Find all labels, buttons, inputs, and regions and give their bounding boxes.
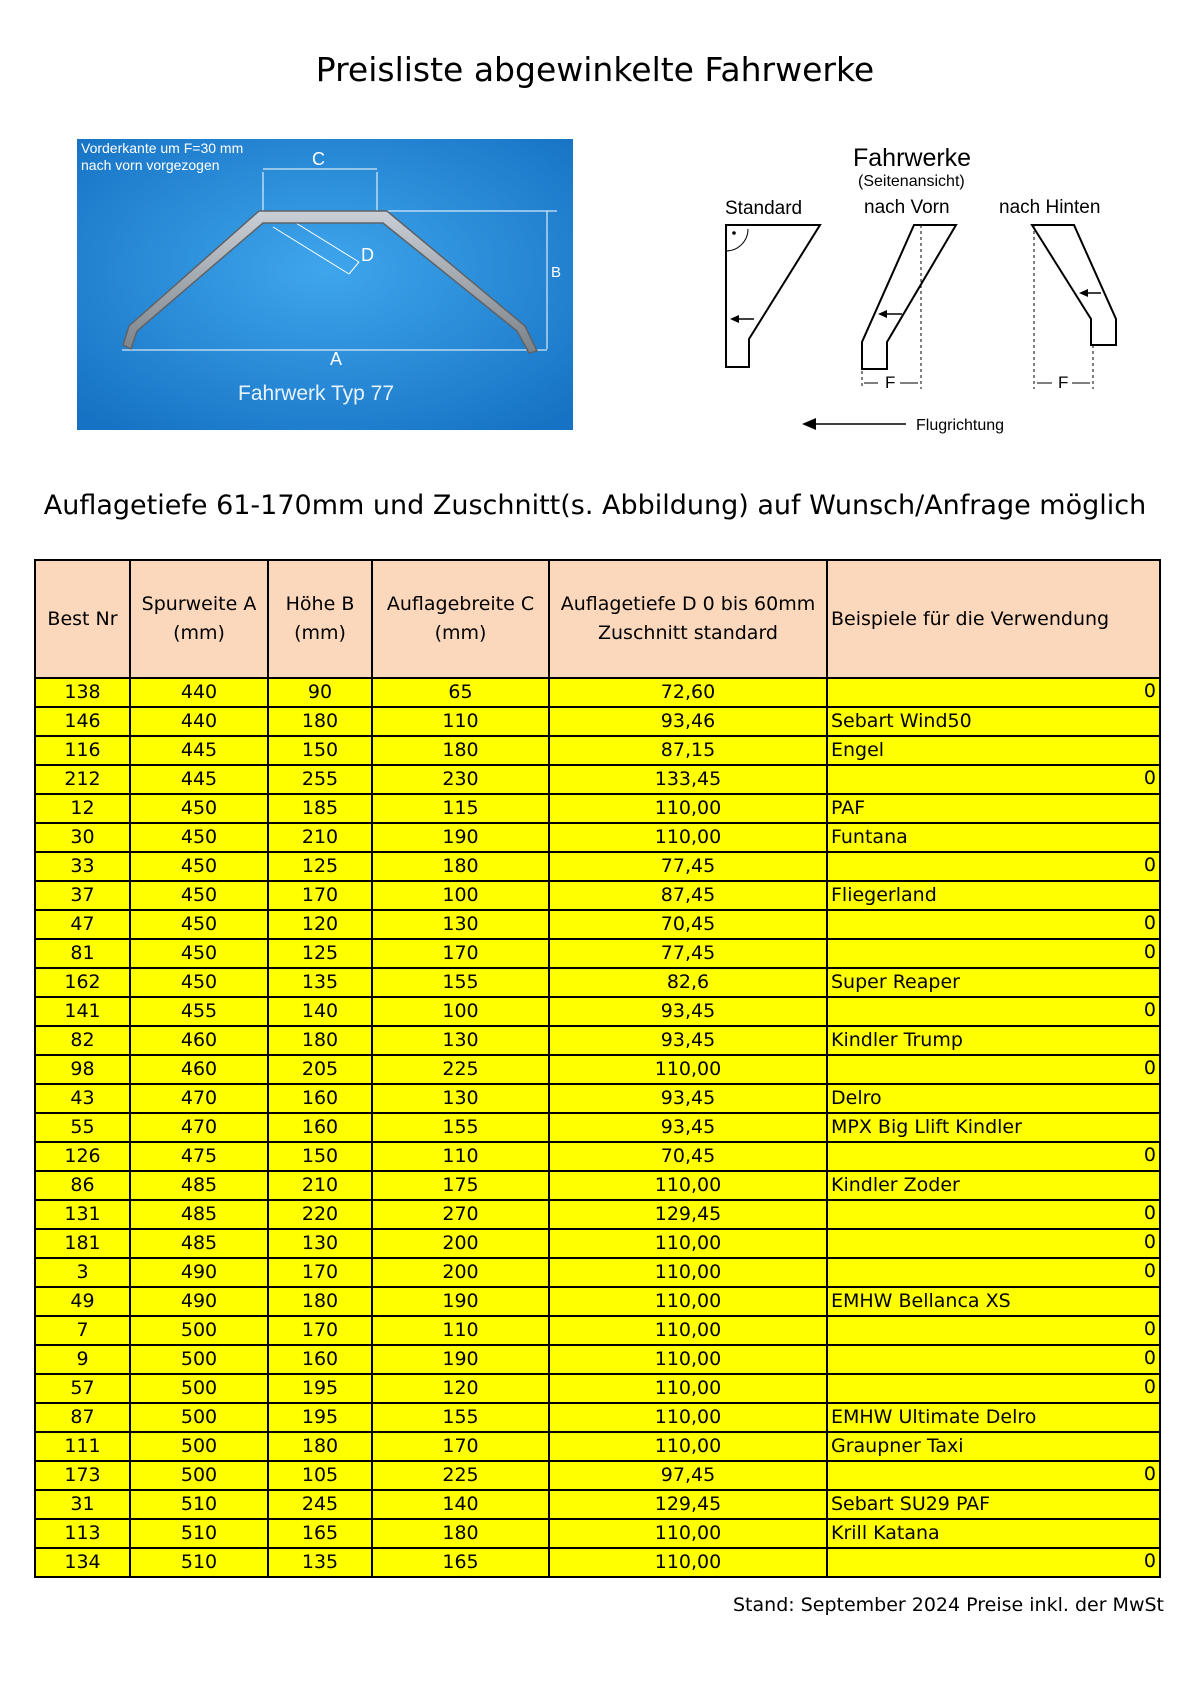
cell-auflagebreite: 165: [372, 1548, 549, 1577]
cell-best-nr: 111: [35, 1432, 130, 1461]
header-auflagetiefe: [549, 560, 827, 678]
cell-best-nr: 87: [35, 1403, 130, 1432]
cell-verwendung: [827, 678, 1160, 707]
table-row: [35, 1055, 1160, 1084]
table-row: [35, 1490, 1160, 1519]
cell-spurweite: 500: [130, 1316, 268, 1345]
cell-hoehe: 180: [268, 1432, 372, 1461]
cell-verwendung-text: MPX Big Llift Kindler: [831, 1116, 1022, 1138]
cell-preis: 129,45: [549, 1200, 827, 1229]
cell-best-nr: 43: [35, 1084, 130, 1113]
cell-auflagebreite: 230: [372, 765, 549, 794]
cell-best-nr: 47: [35, 910, 130, 939]
cell-auflagebreite: 110: [372, 707, 549, 736]
cell-spurweite: 450: [130, 939, 268, 968]
cell-spurweite: 510: [130, 1490, 268, 1519]
cell-hoehe: 170: [268, 1258, 372, 1287]
cell-best-nr: 3: [35, 1258, 130, 1287]
cell-best-nr: 134: [35, 1548, 130, 1577]
cell-preis: 110,00: [549, 1345, 827, 1374]
cell-hoehe: 160: [268, 1345, 372, 1374]
cell-verwendung-text: 0: [1143, 1231, 1156, 1253]
table-row: [35, 1374, 1160, 1403]
cell-verwendung: [827, 707, 1160, 736]
cell-verwendung-text: Sebart SU29 PAF: [831, 1493, 991, 1515]
cell-verwendung: [827, 736, 1160, 765]
cell-preis: 133,45: [549, 765, 827, 794]
cell-verwendung: [827, 997, 1160, 1026]
cell-hoehe: 135: [268, 968, 372, 997]
landing-gear-photo: [77, 139, 573, 430]
cell-preis: 110,00: [549, 1432, 827, 1461]
cell-verwendung-text: Fliegerland: [831, 884, 937, 906]
cell-preis: 97,45: [549, 1461, 827, 1490]
cell-verwendung: [827, 765, 1160, 794]
cell-verwendung: [827, 1316, 1160, 1345]
cell-hoehe: 130: [268, 1229, 372, 1258]
cell-auflagebreite: 100: [372, 881, 549, 910]
table-row: [35, 1229, 1160, 1258]
header-auflagebreite-text: Auflagebreite C: [386, 593, 535, 615]
cell-verwendung: [827, 1171, 1160, 1200]
cell-auflagebreite: 180: [372, 852, 549, 881]
cell-preis: 93,45: [549, 997, 827, 1026]
cell-hoehe: 195: [268, 1374, 372, 1403]
cell-spurweite: 455: [130, 997, 268, 1026]
cell-spurweite: 440: [130, 678, 268, 707]
cell-verwendung: [827, 1287, 1160, 1316]
cell-hoehe: 220: [268, 1200, 372, 1229]
table-row: [35, 1519, 1160, 1548]
cell-spurweite: 450: [130, 910, 268, 939]
cell-verwendung-text: EMHW Ultimate Delro: [831, 1406, 1037, 1428]
cell-verwendung-text: Kindler Zoder: [831, 1174, 960, 1196]
cell-best-nr: 7: [35, 1316, 130, 1345]
cell-auflagebreite: 130: [372, 1084, 549, 1113]
cell-hoehe: 125: [268, 939, 372, 968]
cell-verwendung: [827, 1113, 1160, 1142]
cell-verwendung-text: 0: [1143, 941, 1156, 963]
cell-best-nr: 57: [35, 1374, 130, 1403]
cell-best-nr: 30: [35, 823, 130, 852]
cell-auflagebreite: 130: [372, 1026, 549, 1055]
price-table: [34, 559, 1161, 1578]
table-row: [35, 707, 1160, 736]
photo-label-a: A: [330, 349, 343, 369]
cell-best-nr: 55: [35, 1113, 130, 1142]
cell-preis: 110,00: [549, 1548, 827, 1577]
cell-best-nr: 131: [35, 1200, 130, 1229]
cell-verwendung: [827, 1374, 1160, 1403]
cell-best-nr: 116: [35, 736, 130, 765]
cell-auflagebreite: 225: [372, 1055, 549, 1084]
cell-hoehe: 185: [268, 794, 372, 823]
sketch-subtitle: (Seitenansicht): [858, 173, 965, 190]
cell-preis: 110,00: [549, 1374, 827, 1403]
cell-spurweite: 500: [130, 1461, 268, 1490]
cell-preis: 82,6: [549, 968, 827, 997]
cell-spurweite: 460: [130, 1055, 268, 1084]
table-row: [35, 1171, 1160, 1200]
cell-auflagebreite: 130: [372, 910, 549, 939]
table-row: [35, 1287, 1160, 1316]
cell-best-nr: 9: [35, 1345, 130, 1374]
cell-verwendung-text: 0: [1143, 680, 1156, 702]
cell-verwendung-text: 0: [1143, 1376, 1156, 1398]
cell-verwendung: [827, 910, 1160, 939]
cell-preis: 93,46: [549, 707, 827, 736]
cell-spurweite: 450: [130, 881, 268, 910]
cell-spurweite: 440: [130, 707, 268, 736]
table-row: [35, 881, 1160, 910]
photo-label-b: B: [551, 264, 562, 281]
table-row: [35, 1084, 1160, 1113]
cell-verwendung-text: 0: [1143, 1260, 1156, 1282]
cell-spurweite: 450: [130, 823, 268, 852]
cell-auflagebreite: 100: [372, 997, 549, 1026]
cell-hoehe: 165: [268, 1519, 372, 1548]
cell-verwendung: [827, 1055, 1160, 1084]
cell-preis: 110,00: [549, 823, 827, 852]
cell-auflagebreite: 270: [372, 1200, 549, 1229]
sketch-label-forward: nach Vorn: [864, 197, 950, 218]
table-row: [35, 910, 1160, 939]
table-row: [35, 1461, 1160, 1490]
header-spurweite: [130, 560, 268, 678]
cell-verwendung-text: PAF: [831, 797, 866, 819]
cell-spurweite: 460: [130, 1026, 268, 1055]
header-best-nr-text: Best Nr: [47, 607, 118, 630]
header-verwendung-text: Beispiele für die Verwendung: [831, 607, 1110, 630]
cell-auflagebreite: 140: [372, 1490, 549, 1519]
cell-hoehe: 160: [268, 1113, 372, 1142]
header-auflagetiefe-text: Auflagetiefe D 0 bis 60mm: [560, 593, 816, 615]
cell-auflagebreite: 190: [372, 1345, 549, 1374]
header-best-nr: [35, 560, 130, 678]
cell-spurweite: 500: [130, 1345, 268, 1374]
cell-spurweite: 500: [130, 1432, 268, 1461]
cell-preis: 110,00: [549, 1316, 827, 1345]
cell-preis: 77,45: [549, 852, 827, 881]
cell-auflagebreite: 170: [372, 1432, 549, 1461]
cell-auflagebreite: 155: [372, 1403, 549, 1432]
table-row: [35, 1432, 1160, 1461]
cell-preis: 110,00: [549, 794, 827, 823]
page-title: Preisliste abgewinkelte Fahrwerke: [315, 50, 875, 89]
cell-spurweite: 470: [130, 1113, 268, 1142]
cell-auflagebreite: 175: [372, 1171, 549, 1200]
gear-side-view-sketch: [710, 139, 1150, 449]
cell-verwendung-text: Kindler Trump: [831, 1029, 963, 1051]
cell-verwendung: [827, 1258, 1160, 1287]
cell-preis: 110,00: [549, 1229, 827, 1258]
cell-preis: 93,45: [549, 1084, 827, 1113]
cell-spurweite: 490: [130, 1287, 268, 1316]
header-auflagebreite-unit: (mm): [434, 622, 487, 644]
cell-verwendung-text: 0: [1143, 1202, 1156, 1224]
header-spurweite-unit: (mm): [173, 622, 225, 644]
table-row: [35, 678, 1160, 707]
cell-best-nr: 81: [35, 939, 130, 968]
cell-verwendung-text: Graupner Taxi: [831, 1435, 964, 1457]
cell-verwendung: [827, 852, 1160, 881]
cell-spurweite: 450: [130, 968, 268, 997]
header-hoehe-unit: (mm): [294, 622, 346, 644]
cell-hoehe: 245: [268, 1490, 372, 1519]
table-row: [35, 939, 1160, 968]
cell-hoehe: 160: [268, 1084, 372, 1113]
table-row: [35, 736, 1160, 765]
cell-auflagebreite: 115: [372, 794, 549, 823]
footer-note: Stand: September 2024 Preise inkl. der MwSt: [733, 1594, 1164, 1616]
cell-verwendung: [827, 1026, 1160, 1055]
cell-spurweite: 500: [130, 1403, 268, 1432]
cell-auflagebreite: 155: [372, 968, 549, 997]
table-row: [35, 852, 1160, 881]
cell-verwendung-text: 0: [1143, 999, 1156, 1021]
cell-auflagebreite: 200: [372, 1229, 549, 1258]
cell-auflagebreite: 155: [372, 1113, 549, 1142]
cell-hoehe: 150: [268, 1142, 372, 1171]
sketch-label-backward: nach Hinten: [999, 197, 1101, 218]
table-row: [35, 765, 1160, 794]
cell-verwendung: [827, 1142, 1160, 1171]
cell-auflagebreite: 180: [372, 1519, 549, 1548]
cell-verwendung: [827, 1403, 1160, 1432]
cell-verwendung-text: 0: [1143, 1463, 1156, 1485]
cell-preis: 87,45: [549, 881, 827, 910]
cell-best-nr: 113: [35, 1519, 130, 1548]
sketch-f-backward: F: [1058, 373, 1069, 392]
table-row: [35, 1200, 1160, 1229]
cell-verwendung-text: 0: [1143, 912, 1156, 934]
cell-verwendung: [827, 1490, 1160, 1519]
cell-auflagebreite: 225: [372, 1461, 549, 1490]
cell-best-nr: 82: [35, 1026, 130, 1055]
cell-verwendung-text: 0: [1143, 1550, 1156, 1572]
header-hoehe: [268, 560, 372, 678]
cell-hoehe: 180: [268, 707, 372, 736]
table-header-row: [35, 560, 1160, 678]
cell-preis: 110,00: [549, 1055, 827, 1084]
cell-spurweite: 445: [130, 765, 268, 794]
cell-auflagebreite: 180: [372, 736, 549, 765]
cell-spurweite: 450: [130, 794, 268, 823]
cell-best-nr: 181: [35, 1229, 130, 1258]
table-row: [35, 1113, 1160, 1142]
header-auflagetiefe-sub: Zuschnitt standard: [598, 622, 778, 644]
cell-preis: 93,45: [549, 1113, 827, 1142]
photo-note-line2: nach vorn vorgezogen: [81, 157, 220, 173]
cell-verwendung-text: 0: [1143, 854, 1156, 876]
cell-best-nr: 212: [35, 765, 130, 794]
availability-note: Auflagetiefe 61-170mm und Zuschnitt(s. Abbildung) auf Wunsch/Anfrage möglich: [43, 490, 1147, 521]
cell-preis: 110,00: [549, 1258, 827, 1287]
cell-best-nr: 98: [35, 1055, 130, 1084]
cell-best-nr: 138: [35, 678, 130, 707]
cell-hoehe: 140: [268, 997, 372, 1026]
sketch-f-forward: F: [885, 373, 896, 392]
cell-verwendung-text: Sebart Wind50: [831, 710, 972, 732]
cell-auflagebreite: 170: [372, 939, 549, 968]
cell-spurweite: 470: [130, 1084, 268, 1113]
cell-preis: 110,00: [549, 1403, 827, 1432]
table-row: [35, 1403, 1160, 1432]
cell-hoehe: 205: [268, 1055, 372, 1084]
cell-verwendung-text: 0: [1143, 1318, 1156, 1340]
sketch-label-standard: Standard: [725, 198, 803, 219]
cell-spurweite: 485: [130, 1171, 268, 1200]
cell-hoehe: 180: [268, 1287, 372, 1316]
header-verwendung: [827, 560, 1160, 678]
table-row: [35, 794, 1160, 823]
cell-hoehe: 125: [268, 852, 372, 881]
sketch-title: Fahrwerke: [853, 144, 972, 172]
cell-best-nr: 173: [35, 1461, 130, 1490]
cell-verwendung: [827, 1461, 1160, 1490]
cell-verwendung-text: 0: [1143, 1144, 1156, 1166]
cell-spurweite: 485: [130, 1200, 268, 1229]
cell-spurweite: 445: [130, 736, 268, 765]
cell-verwendung: [827, 794, 1160, 823]
cell-best-nr: 37: [35, 881, 130, 910]
cell-verwendung: [827, 1548, 1160, 1577]
photo-caption: Fahrwerk Typ 77: [238, 382, 395, 405]
table-row: [35, 1548, 1160, 1577]
cell-hoehe: 170: [268, 881, 372, 910]
cell-hoehe: 180: [268, 1026, 372, 1055]
cell-hoehe: 90: [268, 678, 372, 707]
cell-hoehe: 195: [268, 1403, 372, 1432]
cell-verwendung-text: 0: [1143, 1347, 1156, 1369]
cell-hoehe: 120: [268, 910, 372, 939]
header-spurweite-text: Spurweite A: [141, 593, 257, 615]
cell-preis: 110,00: [549, 1287, 827, 1316]
cell-hoehe: 255: [268, 765, 372, 794]
cell-verwendung: [827, 1200, 1160, 1229]
table-row: [35, 1258, 1160, 1287]
cell-verwendung-text: Delro: [831, 1087, 882, 1109]
cell-preis: 87,15: [549, 736, 827, 765]
table-row: [35, 997, 1160, 1026]
cell-hoehe: 210: [268, 1171, 372, 1200]
cell-preis: 110,00: [549, 1519, 827, 1548]
cell-preis: 70,45: [549, 910, 827, 939]
cell-spurweite: 475: [130, 1142, 268, 1171]
cell-auflagebreite: 120: [372, 1374, 549, 1403]
cell-preis: 77,45: [549, 939, 827, 968]
cell-spurweite: 450: [130, 852, 268, 881]
cell-auflagebreite: 110: [372, 1142, 549, 1171]
cell-best-nr: 162: [35, 968, 130, 997]
cell-hoehe: 150: [268, 736, 372, 765]
cell-auflagebreite: 65: [372, 678, 549, 707]
cell-verwendung: [827, 1432, 1160, 1461]
cell-verwendung: [827, 881, 1160, 910]
cell-auflagebreite: 200: [372, 1258, 549, 1287]
photo-label-c: C: [312, 149, 325, 169]
sketch-direction: Flugrichtung: [916, 417, 1005, 434]
cell-verwendung: [827, 1345, 1160, 1374]
cell-verwendung: [827, 968, 1160, 997]
cell-hoehe: 170: [268, 1316, 372, 1345]
cell-verwendung: [827, 1519, 1160, 1548]
cell-verwendung: [827, 1084, 1160, 1113]
header-auflagebreite: [372, 560, 549, 678]
cell-verwendung: [827, 1229, 1160, 1258]
table-row: [35, 1345, 1160, 1374]
cell-verwendung: [827, 939, 1160, 968]
cell-verwendung-text: Super Reaper: [831, 971, 960, 993]
cell-preis: 129,45: [549, 1490, 827, 1519]
photo-note-line1: Vorderkante um F=30 mm: [81, 140, 244, 156]
cell-preis: 70,45: [549, 1142, 827, 1171]
cell-best-nr: 141: [35, 997, 130, 1026]
cell-spurweite: 490: [130, 1258, 268, 1287]
table-row: [35, 823, 1160, 852]
cell-auflagebreite: 190: [372, 1287, 549, 1316]
cell-best-nr: 31: [35, 1490, 130, 1519]
cell-preis: 93,45: [549, 1026, 827, 1055]
table-row: [35, 1316, 1160, 1345]
cell-verwendung-text: Funtana: [831, 826, 908, 848]
table-row: [35, 1142, 1160, 1171]
photo-label-d: D: [361, 245, 374, 265]
cell-hoehe: 105: [268, 1461, 372, 1490]
cell-preis: 110,00: [549, 1171, 827, 1200]
cell-verwendung: [827, 823, 1160, 852]
cell-spurweite: 500: [130, 1374, 268, 1403]
table-row: [35, 968, 1160, 997]
cell-best-nr: 126: [35, 1142, 130, 1171]
cell-auflagebreite: 110: [372, 1316, 549, 1345]
cell-hoehe: 135: [268, 1548, 372, 1577]
cell-verwendung-text: Engel: [831, 739, 885, 761]
header-hoehe-text: Höhe B: [285, 593, 355, 615]
cell-spurweite: 510: [130, 1548, 268, 1577]
cell-spurweite: 485: [130, 1229, 268, 1258]
cell-verwendung-text: 0: [1143, 767, 1156, 789]
cell-preis: 72,60: [549, 678, 827, 707]
cell-best-nr: 12: [35, 794, 130, 823]
table-row: [35, 1026, 1160, 1055]
cell-hoehe: 210: [268, 823, 372, 852]
cell-best-nr: 33: [35, 852, 130, 881]
cell-auflagebreite: 190: [372, 823, 549, 852]
cell-best-nr: 86: [35, 1171, 130, 1200]
cell-best-nr: 49: [35, 1287, 130, 1316]
cell-verwendung-text: 0: [1143, 1057, 1156, 1079]
cell-best-nr: 146: [35, 707, 130, 736]
cell-spurweite: 510: [130, 1519, 268, 1548]
cell-verwendung-text: Krill Katana: [831, 1522, 940, 1544]
cell-verwendung-text: EMHW Bellanca XS: [831, 1290, 1011, 1312]
